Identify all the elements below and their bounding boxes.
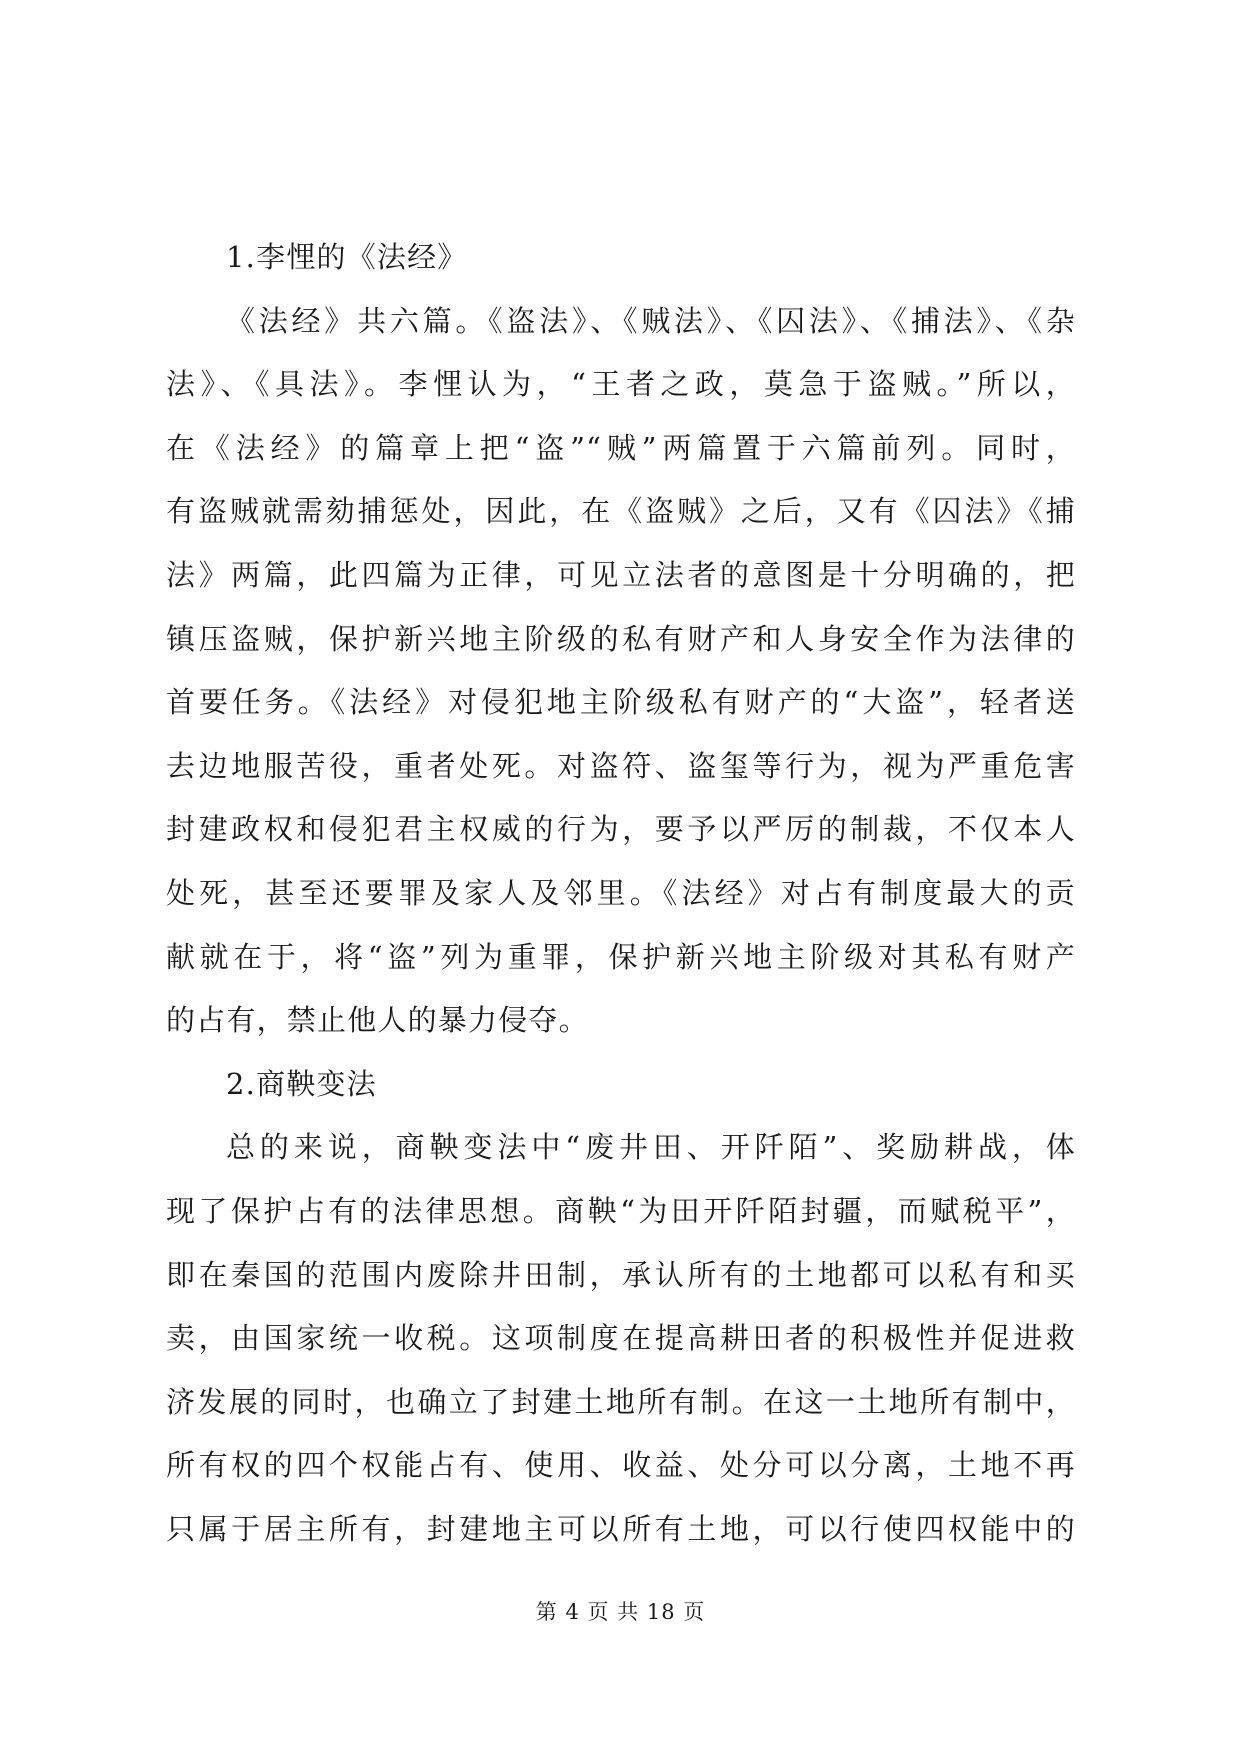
paragraph-line: 法》两篇，此四篇为正律，可见立法者的意图是十分明确的，把 <box>166 557 1076 592</box>
paragraph-line: 封建政权和侵犯君主权威的行为，要予以严厉的制裁，不仅本人 <box>166 812 1076 847</box>
paragraph-line: 法》、《具法》。李悝认为，“王者之政，莫急于盗贼。”所以， <box>166 367 1076 402</box>
paragraph-line-last: 的占有，禁止他人的暴力侵夺。 <box>166 1003 589 1038</box>
paragraph-line: 在《法经》的篇章上把“盗”“贼”两篇置于六篇前列。同时， <box>166 430 1076 465</box>
paragraph-line: 处死，甚至还要罪及家人及邻里。《法经》对占有制度最大的贡 <box>166 875 1076 910</box>
paragraph-line: 献就在于，将“盗”列为重罪，保护新兴地主阶级对其私有财产 <box>166 939 1076 974</box>
paragraph-line: 现了保护占有的法律思想。商鞅“为田开阡陌封疆，而赋税平”， <box>166 1193 1076 1228</box>
section-heading-1: 1.李悝的《法经》 <box>226 240 468 274</box>
paragraph-line: 镇压盗贼，保护新兴地主阶级的私有财产和人身安全作为法律的 <box>166 621 1076 656</box>
section-heading-2: 2.商鞅变法 <box>226 1066 377 1101</box>
paragraph-line: 总的来说，商鞅变法中“废井田、开阡陌”、奖励耕战，体 <box>226 1130 1076 1165</box>
body-text <box>166 226 1076 1561</box>
paragraph-line: 即在秦国的范围内废除井田制，承认所有的土地都可以私有和买 <box>166 1257 1076 1292</box>
paragraph-line: 去边地服苦役，重者处死。对盗符、盗玺等行为，视为严重危害 <box>166 748 1076 783</box>
paragraph-line: 《法经》共六篇。《盗法》、《贼法》、《囚法》、《捕法》、《杂 <box>226 303 1076 338</box>
paragraph-line: 卖，由国家统一收税。这项制度在提高耕田者的积极性并促进救 <box>166 1321 1076 1356</box>
paragraph-line: 有盗贼就需劾捕惩处，因此，在《盗贼》之后，又有《囚法》《捕 <box>166 494 1076 529</box>
paragraph-line: 只属于居主所有，封建地主可以所有土地，可以行使四权能中的 <box>166 1511 1076 1546</box>
paragraph-line: 济发展的同时，也确立了封建土地所有制。在这一土地所有制中， <box>166 1384 1076 1419</box>
paragraph-line: 所有权的四个权能占有、使用、收益、处分可以分离，土地不再 <box>166 1448 1076 1483</box>
page-footer: 第 4 页 共 18 页 <box>535 1600 706 1624</box>
paragraph-line: 首要任务。《法经》对侵犯地主阶级私有财产的“大盗”，轻者送 <box>166 685 1076 720</box>
